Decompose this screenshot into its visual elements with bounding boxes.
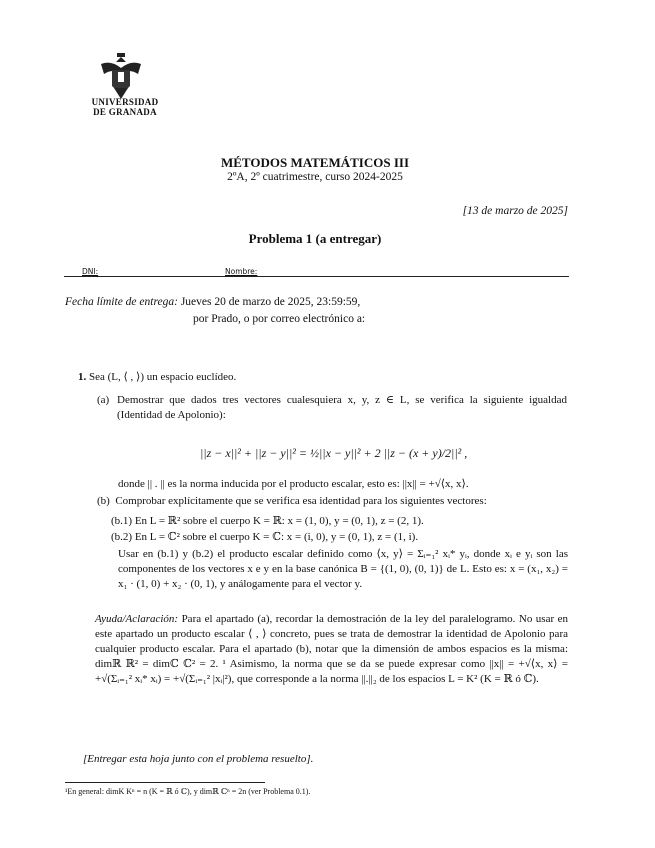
part-b-label: (b): [97, 495, 110, 507]
scalar-product-note: Usar en (b.1) y (b.2) el producto escalar definido como ⟨x, y⟩ = Σᵢ₌₁² xᵢ* yᵢ, donde xᵢ e yᵢ son las componentes de los vectores x e y en la base canónica B = {(1, 0), (0, 1)} de L. Esto es: x = (x₁, x₂) = x₁ · (1, 0) + x₂ · (0, 1), y análogamente para el vector y.: [118, 548, 568, 590]
dni-field-label: DNI:: [82, 267, 99, 276]
problem-intro-text: Sea (L, ⟨ , ⟩) un espacio euclídeo.: [89, 371, 237, 383]
delivery-note: [Entregar esta hoja junto con el problema resuelto].: [83, 753, 314, 765]
problem-title: Problema 1 (a entregar): [248, 231, 382, 246]
deadline-line2: por Prado, o por correo electrónico a:: [193, 313, 366, 325]
university-crest-icon: [96, 52, 146, 100]
part-b: [97, 494, 487, 509]
university-name-line2: DE GRANADA: [93, 107, 157, 117]
problem-number: 1.: [78, 371, 87, 383]
exam-date: [13 de marzo de 2025]: [462, 205, 568, 217]
help-label: Ayuda/Aclaración:: [95, 613, 179, 625]
part-a-label: (a): [97, 394, 110, 406]
footnote: ¹En general: dimK Kⁿ = n (K = ℝ ó ℂ), y dimℝ ℂⁿ = 2n (ver Problema 0.1).: [65, 787, 311, 796]
part-b-text: Comprobar explícitamente que se verifica esa identidad para los siguientes vectores:: [115, 495, 487, 507]
problem-intro: [78, 370, 236, 385]
course-title: MÉTODOS MATEMÁTICOS III: [220, 155, 410, 170]
part-a: [97, 393, 567, 423]
help-text: Para el apartado (a), recordar la demostración de la ley del paralelogramo. No usar en este apartado un producto escalar ⟨ , ⟩ concreto, pues se trata de demostrar la identidad de Apolonio para cualquier producto escalar. Para el apartado (b), notar que la dimensión de ambos espacios es la misma: dimℝ ℝ² = dimℂ ℂ² = 2. ¹ Asimismo, la norma que se da se puede expresar como ||x|| = +√⟨x, x⟩ = +√(Σᵢ₌₁² xᵢ* xᵢ) = +√(Σᵢ₌₁² |xᵢ|²), que corresponde a la norma ||.||₂ de los espacios L = K² (K = ℝ ó ℂ).: [95, 613, 568, 685]
deadline-line1: [65, 296, 360, 308]
part-b2: (b.2) En L = ℂ² sobre el cuerpo K = ℂ: x = (i, 0), y = (0, 1), z = (1, i).: [111, 531, 419, 543]
part-a-text: Demostrar que dados tres vectores cualesquiera x, y, z ∈ L, se verifica la siguiente igualdad (Identidad de Apolonio):: [117, 394, 567, 421]
footnote-rule: [65, 782, 265, 783]
help-note: [95, 612, 568, 687]
university-name-line1: UNIVERSIDAD: [91, 97, 159, 107]
norm-note: donde || . || es la norma inducida por el producto escalar, esto es: ||x|| = +√⟨x, x⟩.: [118, 478, 469, 490]
deadline-text: Jueves 20 de marzo de 2025, 23:59:59,: [180, 296, 361, 308]
course-term: 2ºA, 2º cuatrimestre, curso 2024-2025: [227, 171, 403, 183]
part-b1: (b.1) En L = ℝ² sobre el cuerpo K = ℝ: x = (1, 0), y = (0, 1), z = (2, 1).: [111, 515, 424, 527]
apolonio-formula: ||z − x||² + ||z − y||² = ½||x − y||² + 2 ||z − (x + y)/2||² ,: [200, 446, 468, 460]
name-field-label: Nombre:: [225, 267, 258, 276]
deadline-label: Fecha límite de entrega:: [65, 296, 178, 308]
field-line: [64, 276, 569, 277]
